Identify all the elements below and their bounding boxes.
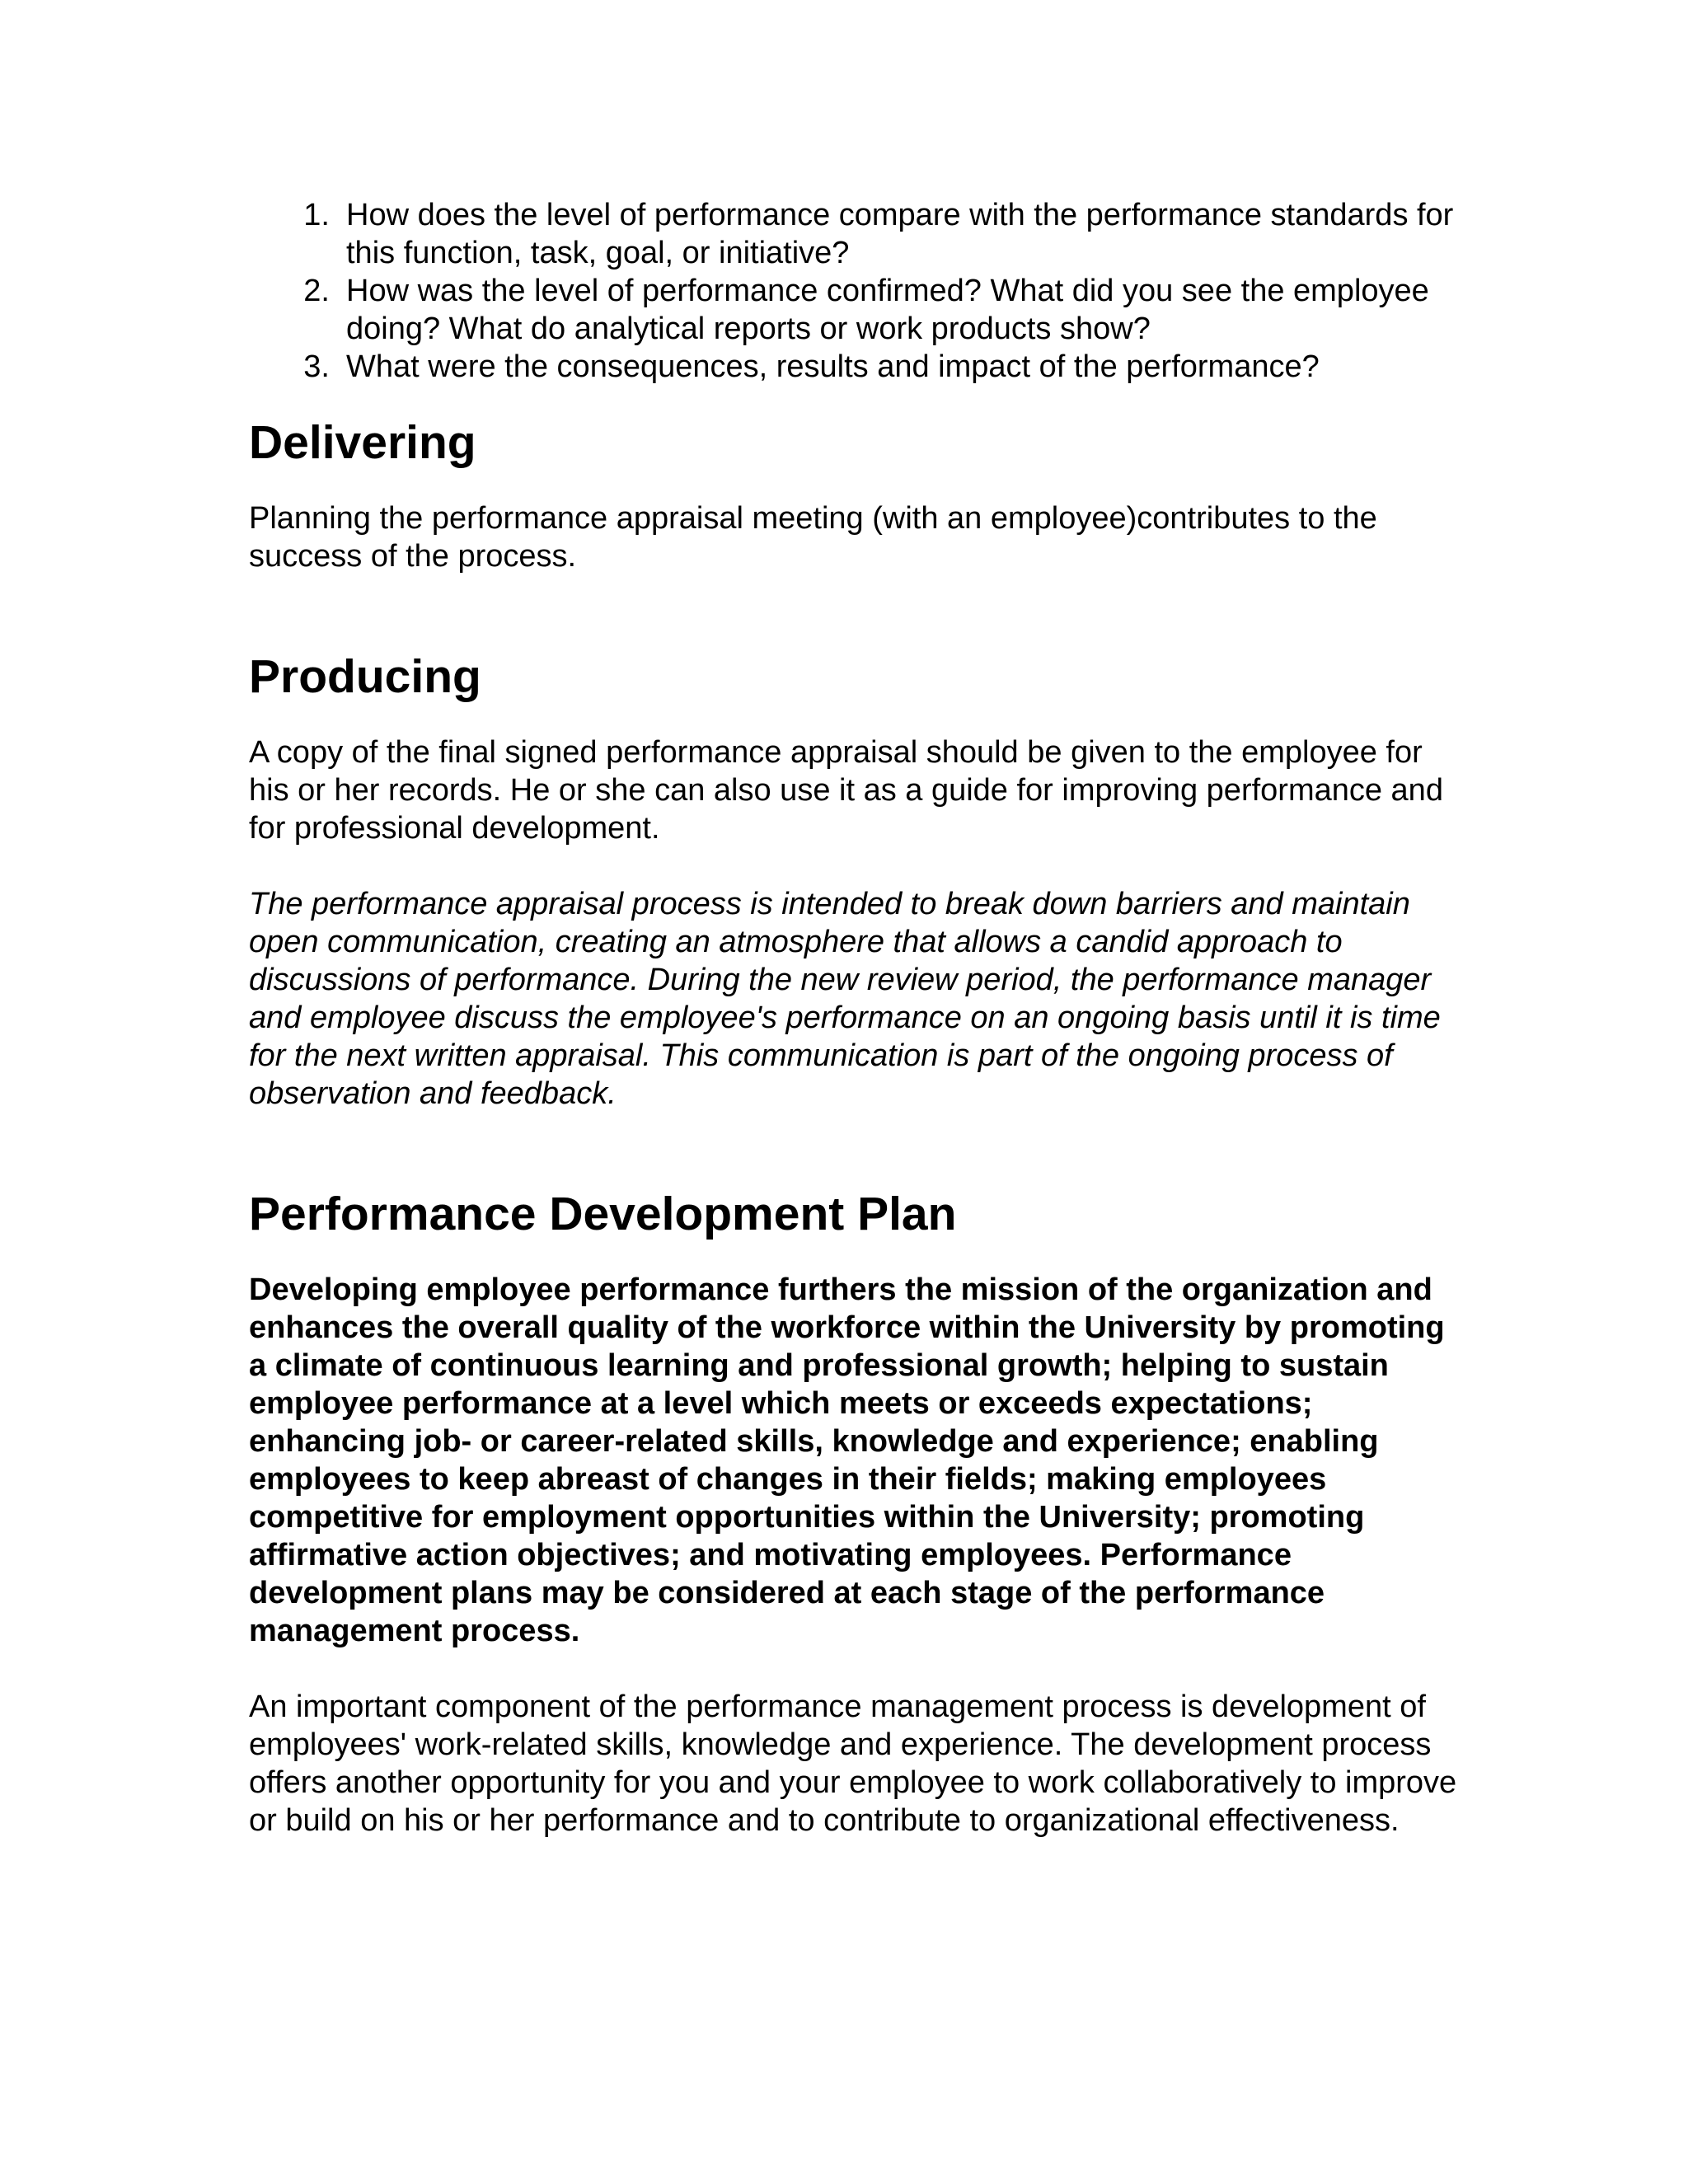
- list-text: What were the consequences, results and impact of the performance?: [346, 349, 1320, 384]
- list-item: [249, 348, 1469, 386]
- producing-heading: Producing: [249, 650, 481, 703]
- list-text: How does the level of performance compare with the performance standards for this function, task, goal, or initiative?: [346, 198, 1454, 270]
- development-plan-heading: Performance Development Plan: [249, 1188, 957, 1240]
- delivering-heading: Delivering: [249, 416, 476, 469]
- list-number: 1.: [303, 198, 330, 232]
- list-number: 2.: [303, 274, 330, 308]
- question-list: [249, 196, 1469, 386]
- list-item: [249, 272, 1469, 348]
- development-plan-bold-paragraph: Developing employee performance furthers the mission of the organization and enhances the overall quality of the workforce within the University by promoting a climate of continuous learning and professional growth; helping to sustain employee performance at a level which meets or exceeds expectations; enhancing job- or career-related skills, knowledge and experience; enabling employees to keep abreast of changes in their fields; making employees competitive for employment opportunities within the University; promoting affirmative action objectives; and motivating employees. Performance development plans may be considered at each stage of the performance management process.: [249, 1272, 1445, 1648]
- producing-italic-paragraph: The performance appraisal process is intended to break down barriers and maintain open communication, creating an atmosphere that allows a candid approach to discussions of performance. During the new review period, the performance manager and employee discuss the employee's performance on an ongoing basis until it is time for the next written appraisal. This communication is part of the ongoing process of observation and feedback.: [249, 887, 1441, 1111]
- list-item: [249, 196, 1469, 272]
- list-number: 3.: [303, 349, 330, 384]
- document-page: [249, 196, 1469, 1840]
- producing-paragraph: A copy of the final signed performance appraisal should be given to the employee for his or her records. He or she can also use it as a guide for improving performance and for professional development.: [249, 735, 1443, 846]
- delivering-paragraph: Planning the performance appraisal meeting (with an employee)contributes to the success of the process.: [249, 501, 1377, 574]
- list-text: How was the level of performance confirmed? What did you see the employee doing? What do analytical reports or work products show?: [346, 274, 1429, 346]
- development-plan-paragraph: An important component of the performance management process is development of employees' work-related skills, knowledge and experience. The development process offers another opportunity for you and your employee to work collaboratively to improve or build on his or her performance and to contribute to organizational effectiveness.: [249, 1690, 1457, 1838]
